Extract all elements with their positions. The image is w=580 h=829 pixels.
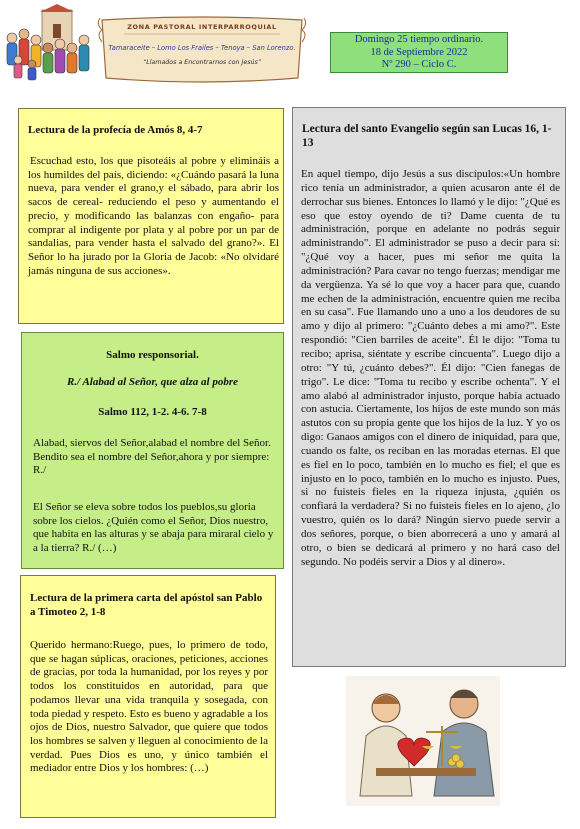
banner-motto: “Llamados a Encontrarnos con Jesús”	[142, 59, 262, 66]
date-line-sunday: Domingo 25 tiempo ordinario.	[354, 34, 484, 45]
steward-illustration	[346, 676, 500, 806]
date-box	[330, 32, 508, 73]
banner-parishes: Tamaraceite – Lomo Los Frailes – Tenoya – San Lorenzo.	[108, 44, 296, 52]
gospel-reading-box	[292, 107, 566, 667]
psalm-title: Salmo responsorial.	[106, 349, 199, 361]
date-line-issue: Nº 290 – Ciclo C.	[381, 59, 457, 70]
amos-reading-text: Escuchad esto, los que pisoteáis al pobre y elimináis a los humildes del país, diciendo: «¿Cuándo pasará la luna nueva, para vender el grano,y el sábado, para abrir los sacos de cereal- reduciendo el peso y aumentando el precio, y modificando las balanzas con engaño- para comprar al indigente por plata y al pobre por un par de sandalias, para vender hasta el salvado del grano?». El Señor lo ha jurado por la Gloria de Jacob: «No olvidaré jamás ninguna de sus acciones».	[28, 155, 279, 277]
psalm-box	[21, 332, 284, 569]
timothy-reading-title: Lectura de la primera carta del apóstol san Pablo a Timoteo 2, 1-8	[30, 592, 263, 618]
timothy-reading-text: Querido hermano:Ruego, pues, lo primero de todo, que se hagan súplicas, oraciones, peticiones, acciones de gracias, por toda la humanidad, por los reyes y por todos los constituidos en autoridad, para que podamos llevar una vida tranquila y sosegada, con toda piedad y respeto. Esto es bueno y agradable a los ojos de Dios, nuestro Salvador, que quiere que todos los hombres se salven y lleguen al conocimiento de la verdad. Pues Dios es uno, y único también el mediador entre Dios y los hombres: (…)	[30, 639, 268, 775]
psalm-response: R./ Alabad al Señor, que alza al pobre	[66, 376, 239, 388]
community-illustration	[2, 4, 94, 82]
psalm-stanza-2: El Señor se eleva sobre todos los pueblos,su gloria sobre los cielos. ¿Quién como el Señor, Dios nuestro, que habita en las alturas y se abaja para miraral cielo y a la tierra? R./ (…)	[33, 501, 274, 555]
psalm-reference: Salmo 112, 1-2. 4-6. 7-8	[98, 406, 207, 418]
amos-reading-title: Lectura de la profecía de Amós 8, 4-7	[28, 124, 203, 136]
timothy-reading-box	[20, 575, 276, 818]
amos-reading-box	[18, 108, 284, 324]
gospel-reading-title: Lectura del santo Evangelio según san Lucas 16, 1-13	[302, 123, 552, 149]
gospel-reading-text: En aquel tiempo, dijo Jesús a sus discípulos:«Un hombre rico tenía un administrador, a quien acusaron ante él de derrochar sus bienes. Entonces lo llamó y le dijo: "¿Qué es eso que estoy oyendo de ti? Dame cuenta de tu administración, porque en adelante no podrás seguir administrando". El administrador se puso a decir para sí: "¿Qué voy a hacer, pues mi señor me quita la administración? Para cavar no tengo fuerzas; mendigar me da vergüenza. Ya sé lo que voy a hacer para que, cuando me echen de la administración, encuentre quien me reciba en su casa". Fue llamando uno a uno a los deudores de su amo y dijo al primero: "¿Cuánto debes a mi amo?". Este respondió: "Cien barriles de aceite". Él le dijo: "Toma tu recibo; aprisa, siéntate y escribe cincuenta". Luego dijo a otro: "Y tú, ¿cuánto debes?". Él dijo: "Cien fanegas de trigo". Le dice: "Toma tu recibo y escribe ochenta". Y el amo alabó al administrador injusto, porque había actuado con astucia. Ciertamente, los hijos de este mundo son más astutos con su propia gente que los hijos de la luz. Y yo os digo: Ganaos amigos con el dinero de iniquidad, para que, cuando os falte, os reciban en las moradas eternas. El que es fiel en lo poco, también en lo mucho es fiel; el que es injusto en lo poco, también en lo mucho es injusto. Pues, si no fuisteis fieles en la riqueza injusta, ¿quién os confiará la verdadera? Si no fuisteis fieles en lo ajeno, ¿lo vuestro, quién os lo dará? Ningún siervo puede servir a dos señores, porque, o bien aborrecerá a uno y amará al otro, o bien se dedicará al primero y no hará caso del segundo. No podéis servir a Dios y al dinero».	[301, 168, 560, 568]
header-banner	[96, 14, 308, 86]
date-line-date: 18 de Septiembre 2022	[370, 46, 468, 58]
banner-title: ZONA PASTORAL INTERPARROQUIAL	[127, 23, 277, 31]
psalm-stanza-1: Alabad, siervos del Señor,alabad el nombre del Señor. Bendito sea el nombre del Señor,ahora y por siempre: R./	[33, 437, 271, 477]
